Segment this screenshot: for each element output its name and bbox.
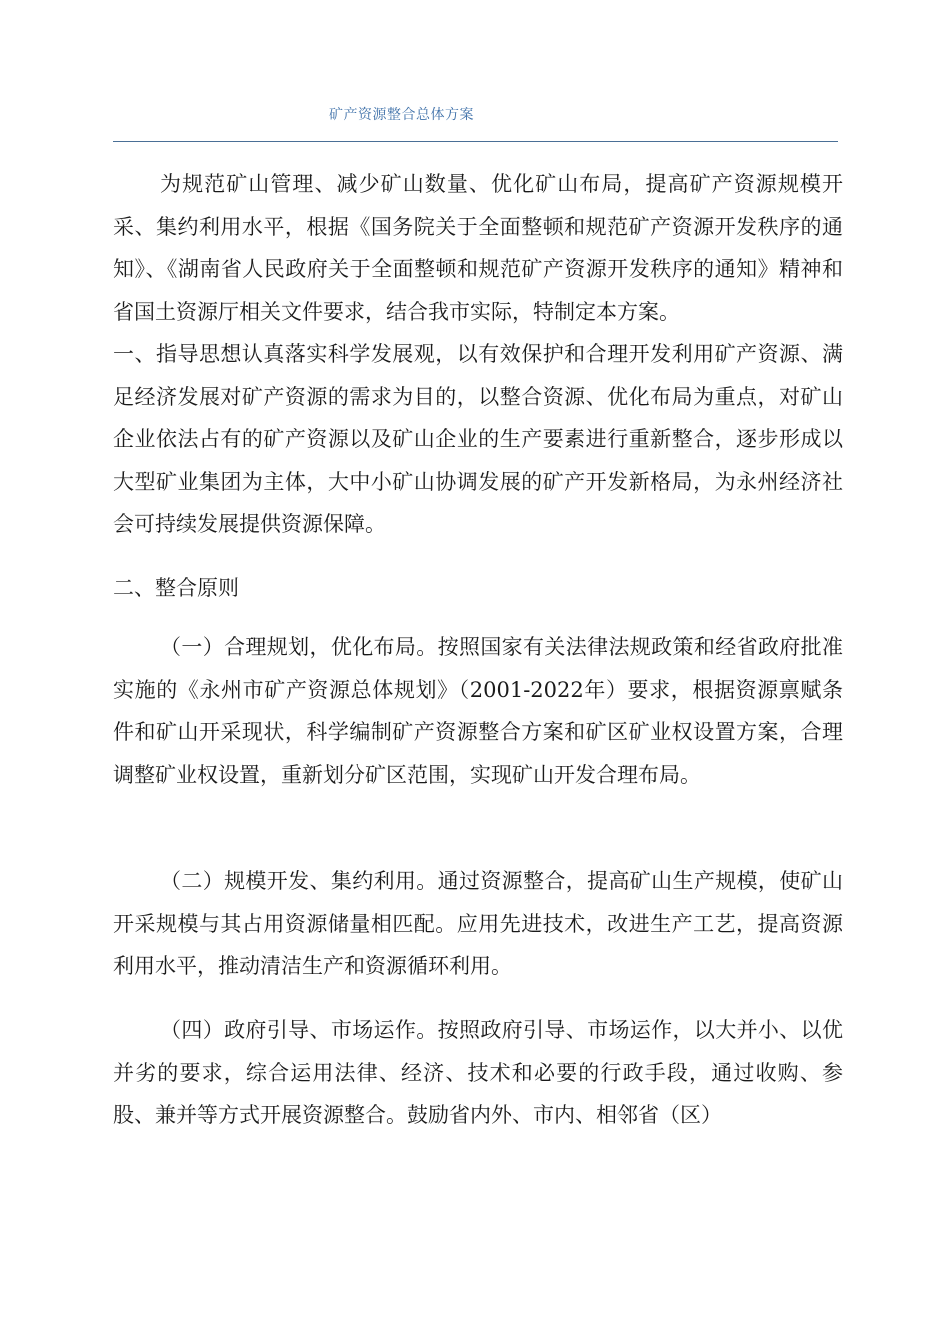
paragraph-intro: 为规范矿山管理、减少矿山数量、优化矿山布局，提高矿产资源规模开采、集约利用水平，根据《国务院关于全面整顿和规范矿产资源开发秩序的通知》、《湖南省人民政府关于全面整顿和规范矿产资源开发秩序的通知》精神和省国土资源厅相关文件要求，结合我市实际，特制定本方案。 xyxy=(113,172,843,324)
paragraph-principle-2: （二）规模开发、集约利用。通过资源整合，提高矿山生产规模，使矿山开采规模与其占用资源储量相匹配。应用先进技术，改进生产工艺，提高资源利用水平，推动清洁生产和资源循环利用。 xyxy=(113,869,843,978)
paragraph-principle-1: （一）合理规划，优化布局。按照国家有关法律法规政策和经省政府批准实施的《永州市矿产资源总体规划》（2001-2022年）要求，根据资源禀赋条件和矿山开采现状，科学编制矿产资源整合方案和矿区矿业权设置方案，合理调整矿业权设置，重新划分矿区范围，实现矿山开发合理布局。 xyxy=(113,635,843,787)
header-title: 矿产资源整合总体方案 xyxy=(329,107,474,123)
paragraph-principle-4: （四）政府引导、市场运作。按照政府引导、市场运作，以大并小、以优并劣的要求，综合运用法律、经济、技术和必要的行政手段，通过收购、参股、兼并等方式开展资源整合。鼓励省内外、市内、相邻省（区） xyxy=(113,1018,843,1127)
header-divider xyxy=(113,141,838,142)
section-heading-principles: 二、整合原则 xyxy=(113,576,239,600)
paragraph-guiding-ideology: 一、指导思想认真落实科学发展观，以有效保护和合理开发利用矿产资源、满足经济发展对矿产资源的需求为目的，以整合资源、优化布局为重点，对矿山企业依法占有的矿产资源以及矿山企业的生产要素进行重新整合，逐步形成以大型矿业集团为主体，大中小矿山协调发展的矿产开发新格局，为永州经济社会可持续发展提供资源保障。 xyxy=(113,342,843,536)
